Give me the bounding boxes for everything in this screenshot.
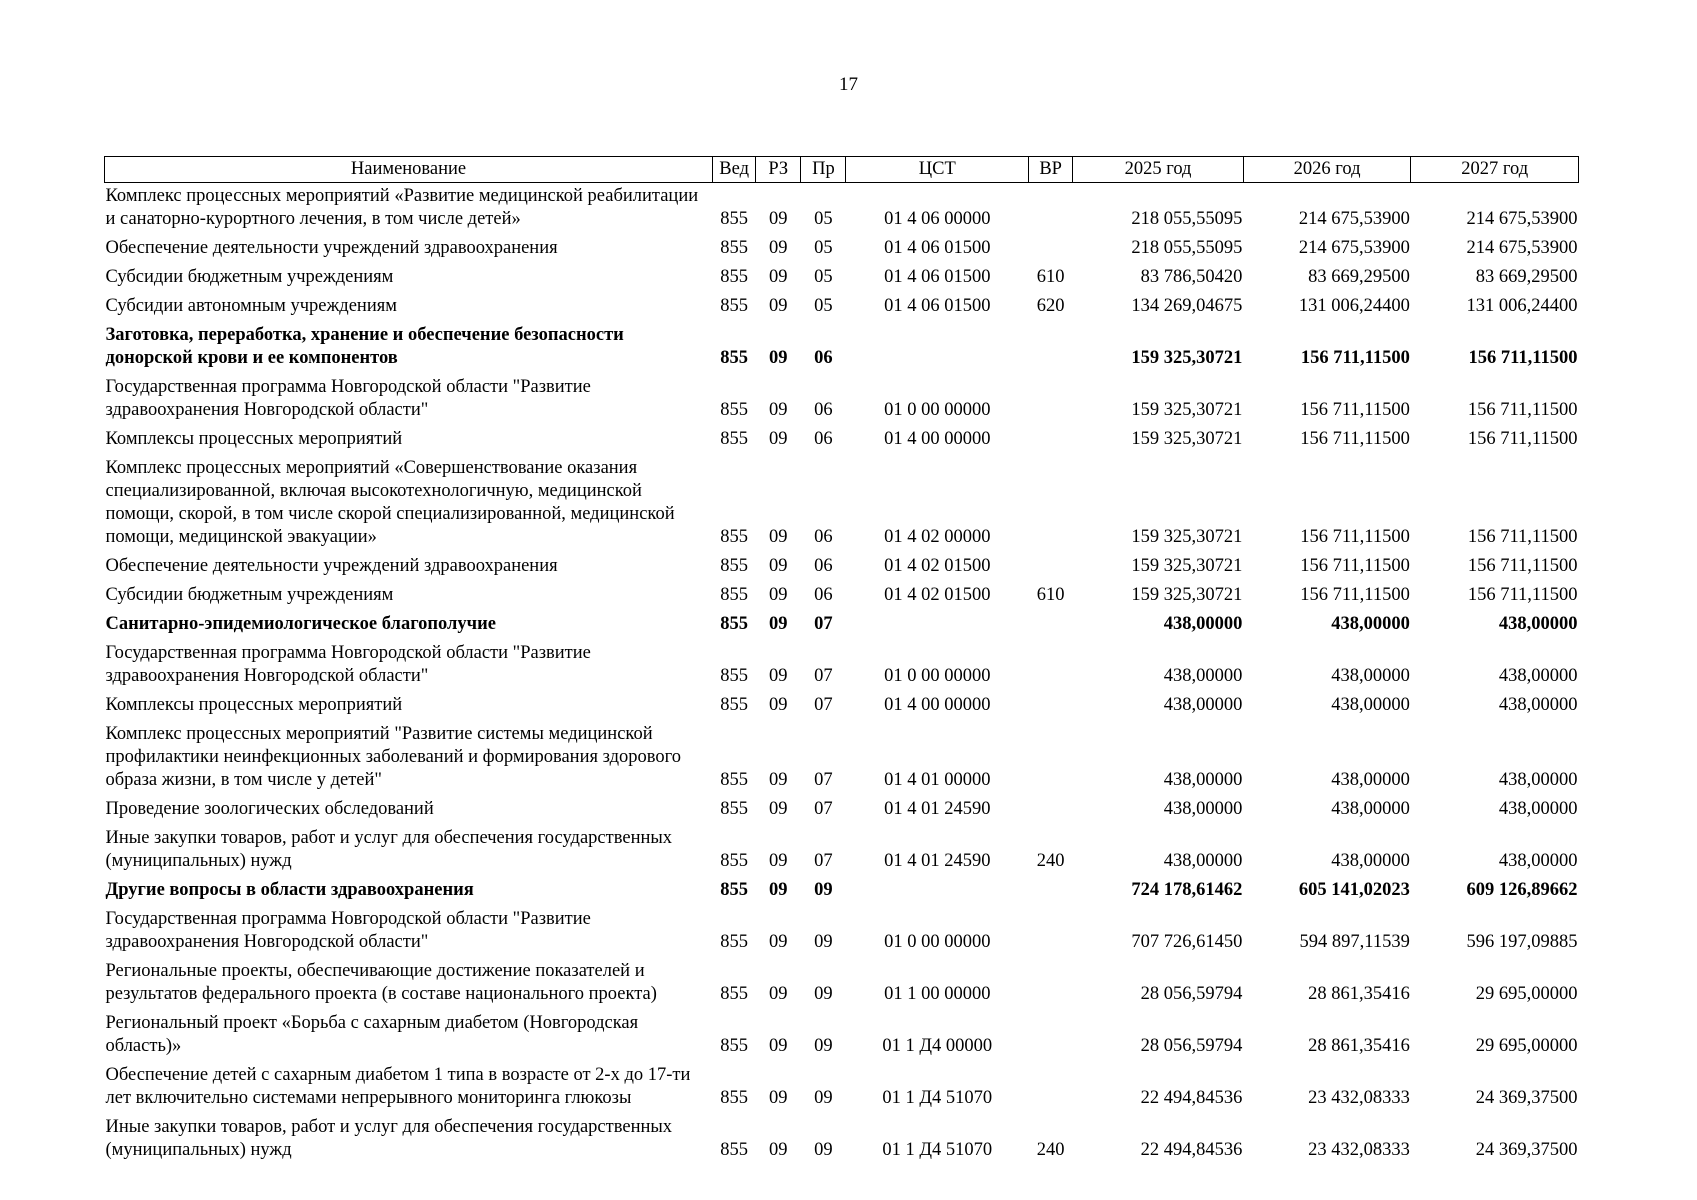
header-rz: РЗ — [756, 157, 801, 183]
cell-2026: 438,00000 — [1331, 799, 1410, 819]
table-row — [105, 640, 1579, 692]
cell-vr — [1029, 906, 1073, 958]
cell-2027: 156 711,11500 — [1467, 556, 1578, 576]
cell-2026: 131 006,24400 — [1298, 296, 1410, 316]
table-row — [105, 721, 1579, 796]
header-pr: Пр — [801, 157, 846, 183]
cell-vr — [1029, 1062, 1073, 1114]
cell-2026: 594 897,11539 — [1299, 932, 1410, 952]
cell-rz: 09 — [769, 400, 788, 420]
cell-name: Государственная программа Новгородской области "Развитие здравоохранения Новгородской области" — [105, 909, 591, 952]
cell-2026: 438,00000 — [1331, 614, 1410, 634]
cell-2025: 159 325,30721 — [1131, 429, 1243, 449]
cell-2025: 438,00000 — [1163, 770, 1243, 790]
table-row — [105, 692, 1579, 721]
cell-vr — [1029, 958, 1073, 1010]
cell-cst: 01 4 00 00000 — [884, 429, 991, 449]
cell-pr: 07 — [814, 614, 833, 634]
cell-rz: 09 — [769, 527, 788, 547]
table-row — [105, 877, 1579, 906]
cell-ved: 855 — [720, 666, 748, 686]
cell-2025: 218 055,55095 — [1131, 209, 1243, 229]
cell-vr: 610 — [1036, 585, 1065, 605]
header-2027: 2027 год — [1411, 157, 1579, 183]
header-cst: ЦСТ — [846, 157, 1029, 183]
cell-cst: 01 4 06 00000 — [884, 209, 991, 229]
cell-ved: 855 — [720, 400, 748, 420]
cell-2025: 438,00000 — [1163, 695, 1243, 715]
cell-2027: 438,00000 — [1498, 851, 1578, 871]
cell-2025: 438,00000 — [1163, 799, 1243, 819]
cell-name: Обеспечение детей с сахарным диабетом 1 типа в возрасте от 2-х до 17-ти лет включительно системами непрерывного мониторинга глюкозы — [105, 1065, 691, 1108]
cell-pr: 06 — [814, 429, 833, 449]
cell-2026: 438,00000 — [1331, 695, 1410, 715]
cell-vr — [1029, 426, 1073, 455]
cell-cst: 01 1 Д4 51070 — [882, 1088, 993, 1108]
cell-cst: 01 4 02 01500 — [884, 556, 991, 576]
cell-name: Санитарно-эпидемиологическое благополучие — [105, 614, 496, 634]
cell-cst: 01 4 06 01500 — [884, 267, 991, 287]
cell-2026: 156 711,11500 — [1300, 556, 1410, 576]
cell-ved: 855 — [720, 1036, 748, 1056]
cell-2027: 156 711,11500 — [1467, 400, 1578, 420]
table-row — [105, 183, 1579, 236]
cell-rz: 09 — [769, 348, 788, 368]
cell-2027: 156 711,11500 — [1467, 429, 1578, 449]
cell-name: Обеспечение деятельности учреждений здравоохранения — [105, 238, 558, 258]
cell-cst: 01 4 02 01500 — [884, 585, 991, 605]
table-row — [105, 958, 1579, 1010]
cell-name: Комплексы процессных мероприятий — [105, 429, 403, 449]
cell-ved: 855 — [720, 527, 748, 547]
cell-ved: 855 — [720, 1088, 748, 1108]
cell-2026: 156 711,11500 — [1300, 348, 1410, 368]
cell-2027: 131 006,24400 — [1466, 296, 1578, 316]
cell-vr — [1029, 1010, 1073, 1062]
cell-vr — [1029, 640, 1073, 692]
table-header — [105, 157, 1579, 183]
cell-cst: 01 0 00 00000 — [884, 932, 991, 952]
cell-rz: 09 — [769, 770, 788, 790]
cell-ved: 855 — [720, 429, 748, 449]
cell-2025: 22 494,84536 — [1140, 1088, 1243, 1108]
cell-pr: 07 — [814, 666, 833, 686]
cell-ved: 855 — [720, 238, 748, 258]
cell-2025: 134 269,04675 — [1131, 296, 1243, 316]
table-row — [105, 264, 1579, 293]
header-2025: 2025 год — [1073, 157, 1244, 183]
cell-pr: 09 — [814, 984, 833, 1004]
cell-name: Обеспечение деятельности учреждений здравоохранения — [105, 556, 558, 576]
cell-pr: 09 — [814, 1140, 833, 1160]
cell-name: Иные закупки товаров, работ и услуг для обеспечения государственных (муниципальных) нужд — [105, 1117, 673, 1160]
cell-rz: 09 — [769, 799, 788, 819]
cell-2027: 438,00000 — [1498, 770, 1578, 790]
cell-name: Субсидии бюджетным учреждениям — [105, 585, 394, 605]
cell-name: Проведение зоологических обследований — [105, 799, 434, 819]
cell-name: Заготовка, переработка, хранение и обеспечение безопасности донорской крови и ее компонентов — [105, 325, 624, 368]
page-number: 17 — [839, 74, 858, 95]
cell-vr — [1029, 877, 1073, 906]
cell-pr: 05 — [814, 238, 833, 258]
table-row — [105, 796, 1579, 825]
cell-vr — [1029, 235, 1073, 264]
cell-vr — [1029, 183, 1073, 236]
cell-vr — [1029, 692, 1073, 721]
cell-2025: 28 056,59794 — [1140, 1036, 1243, 1056]
budget-table — [104, 156, 1579, 1166]
cell-cst — [846, 322, 1029, 374]
cell-pr: 05 — [814, 267, 833, 287]
cell-ved: 855 — [720, 296, 748, 316]
cell-pr: 09 — [814, 880, 833, 900]
cell-ved: 855 — [720, 209, 748, 229]
cell-name: Комплекс процессных мероприятий «Совершенствование оказания специализированной, включая высокотехнологичную, медицинской помощи, скорой, в том числе скорой специализированной, медицинской помощи, медицинской эвакуации» — [105, 458, 675, 547]
cell-2026: 214 675,53900 — [1298, 238, 1410, 258]
cell-vr: 620 — [1036, 296, 1065, 316]
cell-2026: 156 711,11500 — [1300, 400, 1410, 420]
cell-ved: 855 — [720, 556, 748, 576]
cell-2026: 156 711,11500 — [1300, 429, 1410, 449]
cell-2025: 22 494,84536 — [1140, 1140, 1243, 1160]
cell-rz: 09 — [769, 851, 788, 871]
cell-rz: 09 — [769, 267, 788, 287]
header-name: Наименование — [105, 157, 713, 183]
cell-rz: 09 — [769, 614, 788, 634]
cell-name: Комплекс процессных мероприятий «Развитие медицинской реабилитации и санаторно-курортного лечения, в том числе детей» — [105, 186, 699, 229]
cell-name: Субсидии бюджетным учреждениям — [105, 267, 394, 287]
cell-cst: 01 4 02 00000 — [884, 527, 991, 547]
cell-name: Субсидии автономным учреждениям — [105, 296, 397, 316]
cell-2026: 23 432,08333 — [1308, 1140, 1410, 1160]
cell-2025: 707 726,61450 — [1131, 932, 1243, 952]
cell-ved: 855 — [720, 695, 748, 715]
cell-2026: 83 669,29500 — [1308, 267, 1410, 287]
cell-vr — [1029, 455, 1073, 553]
cell-2025: 83 786,50420 — [1140, 267, 1243, 287]
header-2026: 2026 год — [1243, 157, 1411, 183]
cell-2025: 218 055,55095 — [1131, 238, 1243, 258]
cell-ved: 855 — [720, 880, 748, 900]
cell-pr: 07 — [814, 695, 833, 715]
cell-name: Комплексы процессных мероприятий — [105, 695, 403, 715]
cell-2027: 156 711,11500 — [1467, 585, 1578, 605]
cell-rz: 09 — [769, 880, 788, 900]
cell-2025: 159 325,30721 — [1131, 527, 1243, 547]
cell-2025: 159 325,30721 — [1131, 585, 1243, 605]
cell-2025: 724 178,61462 — [1131, 880, 1243, 900]
cell-pr: 07 — [814, 770, 833, 790]
cell-pr: 07 — [814, 799, 833, 819]
cell-vr: 610 — [1036, 267, 1065, 287]
table-row — [105, 553, 1579, 582]
cell-pr: 06 — [814, 527, 833, 547]
cell-2026: 438,00000 — [1331, 770, 1410, 790]
cell-ved: 855 — [720, 984, 748, 1004]
cell-name: Иные закупки товаров, работ и услуг для обеспечения государственных (муниципальных) нужд — [105, 828, 673, 871]
cell-vr: 240 — [1036, 1140, 1065, 1160]
cell-cst: 01 0 00 00000 — [884, 666, 991, 686]
cell-2027: 438,00000 — [1498, 666, 1578, 686]
cell-2027: 29 695,00000 — [1475, 1036, 1578, 1056]
cell-ved: 855 — [720, 851, 748, 871]
cell-2025: 28 056,59794 — [1140, 984, 1243, 1004]
cell-pr: 05 — [814, 209, 833, 229]
cell-pr: 09 — [814, 1036, 833, 1056]
cell-2025: 159 325,30721 — [1131, 400, 1243, 420]
cell-name: Другие вопросы в области здравоохранения — [105, 880, 474, 900]
cell-2026: 23 432,08333 — [1308, 1088, 1410, 1108]
cell-cst: 01 4 06 01500 — [884, 238, 991, 258]
cell-pr: 06 — [814, 400, 833, 420]
cell-vr: 240 — [1036, 851, 1065, 871]
cell-cst: 01 4 01 24590 — [884, 799, 991, 819]
cell-ved: 855 — [720, 1140, 748, 1160]
table-row — [105, 322, 1579, 374]
cell-ved: 855 — [720, 799, 748, 819]
cell-name: Государственная программа Новгородской области "Развитие здравоохранения Новгородской области" — [105, 643, 591, 686]
cell-pr: 07 — [814, 851, 833, 871]
header-vr: ВР — [1029, 157, 1073, 183]
header-ved: Вед — [713, 157, 756, 183]
table-row — [105, 825, 1579, 877]
cell-cst — [846, 877, 1029, 906]
cell-2026: 156 711,11500 — [1300, 527, 1410, 547]
cell-2027: 24 369,37500 — [1475, 1140, 1578, 1160]
cell-2027: 438,00000 — [1498, 614, 1578, 634]
table-row — [105, 611, 1579, 640]
cell-ved: 855 — [720, 348, 748, 368]
cell-2026: 605 141,02023 — [1298, 880, 1410, 900]
cell-cst — [846, 611, 1029, 640]
cell-2027: 609 126,89662 — [1466, 880, 1578, 900]
cell-cst: 01 4 06 01500 — [884, 296, 991, 316]
cell-pr: 09 — [814, 932, 833, 952]
cell-rz: 09 — [769, 296, 788, 316]
table-row — [105, 293, 1579, 322]
table-row — [105, 374, 1579, 426]
table-row — [105, 426, 1579, 455]
cell-cst: 01 4 00 00000 — [884, 695, 991, 715]
cell-name: Комплекс процессных мероприятий "Развитие системы медицинской профилактики неинфекционных заболеваний и формирования здорового образа жизни, в том числе у детей" — [105, 724, 681, 790]
cell-rz: 09 — [769, 1140, 788, 1160]
cell-cst: 01 0 00 00000 — [884, 400, 991, 420]
cell-2026: 28 861,35416 — [1308, 1036, 1410, 1056]
cell-cst: 01 1 Д4 51070 — [882, 1140, 993, 1160]
cell-2026: 438,00000 — [1331, 851, 1410, 871]
cell-2025: 438,00000 — [1163, 851, 1243, 871]
cell-2027: 596 197,09885 — [1466, 932, 1578, 952]
cell-2027: 24 369,37500 — [1475, 1088, 1578, 1108]
cell-rz: 09 — [769, 429, 788, 449]
cell-rz: 09 — [769, 585, 788, 605]
cell-2027: 156 711,11500 — [1468, 348, 1578, 368]
cell-rz: 09 — [769, 984, 788, 1004]
cell-ved: 855 — [720, 932, 748, 952]
cell-2026: 438,00000 — [1331, 666, 1410, 686]
cell-ved: 855 — [720, 585, 748, 605]
cell-cst: 01 1 00 00000 — [884, 984, 991, 1004]
cell-cst: 01 4 01 00000 — [884, 770, 991, 790]
cell-2025: 159 325,30721 — [1131, 348, 1243, 368]
cell-2025: 438,00000 — [1163, 614, 1243, 634]
cell-pr: 06 — [814, 556, 833, 576]
cell-rz: 09 — [769, 932, 788, 952]
cell-2026: 214 675,53900 — [1298, 209, 1410, 229]
cell-2027: 438,00000 — [1498, 695, 1578, 715]
cell-2027: 29 695,00000 — [1475, 984, 1578, 1004]
cell-rz: 09 — [769, 209, 788, 229]
cell-rz: 09 — [769, 238, 788, 258]
cell-2027: 214 675,53900 — [1466, 238, 1578, 258]
cell-name: Региональный проект «Борьба с сахарным диабетом (Новгородская область)» — [105, 1013, 639, 1056]
cell-2027: 438,00000 — [1498, 799, 1578, 819]
cell-2027: 156 711,11500 — [1467, 527, 1578, 547]
cell-pr: 06 — [814, 585, 833, 605]
cell-vr — [1029, 721, 1073, 796]
table-row — [105, 1010, 1579, 1062]
cell-ved: 855 — [720, 614, 748, 634]
cell-2025: 438,00000 — [1163, 666, 1243, 686]
cell-cst: 01 1 Д4 00000 — [882, 1036, 993, 1056]
cell-vr — [1029, 374, 1073, 426]
table-row — [105, 1062, 1579, 1114]
cell-pr: 09 — [814, 1088, 833, 1108]
cell-vr — [1029, 796, 1073, 825]
cell-2026: 156 711,11500 — [1300, 585, 1410, 605]
table-row — [105, 235, 1579, 264]
cell-name: Государственная программа Новгородской области "Развитие здравоохранения Новгородской области" — [105, 377, 591, 420]
header-row — [105, 157, 1579, 183]
table-row — [105, 582, 1579, 611]
cell-rz: 09 — [769, 1088, 788, 1108]
cell-ved: 855 — [720, 770, 748, 790]
table-row — [105, 1114, 1579, 1166]
cell-vr — [1029, 611, 1073, 640]
cell-rz: 09 — [769, 695, 788, 715]
cell-2027: 83 669,29500 — [1475, 267, 1578, 287]
cell-pr: 06 — [814, 348, 833, 368]
cell-cst: 01 4 01 24590 — [884, 851, 991, 871]
table-row — [105, 455, 1579, 553]
table-body — [105, 183, 1579, 1167]
cell-ved: 855 — [720, 267, 748, 287]
cell-2025: 159 325,30721 — [1131, 556, 1243, 576]
cell-vr — [1029, 322, 1073, 374]
cell-rz: 09 — [769, 666, 788, 686]
cell-2026: 28 861,35416 — [1308, 984, 1410, 1004]
cell-vr — [1029, 553, 1073, 582]
cell-2027: 214 675,53900 — [1466, 209, 1578, 229]
cell-pr: 05 — [814, 296, 833, 316]
cell-rz: 09 — [769, 1036, 788, 1056]
cell-name: Региональные проекты, обеспечивающие достижение показателей и результатов федерального проекта (в составе национального проекта) — [105, 961, 657, 1004]
cell-rz: 09 — [769, 556, 788, 576]
table-row — [105, 906, 1579, 958]
